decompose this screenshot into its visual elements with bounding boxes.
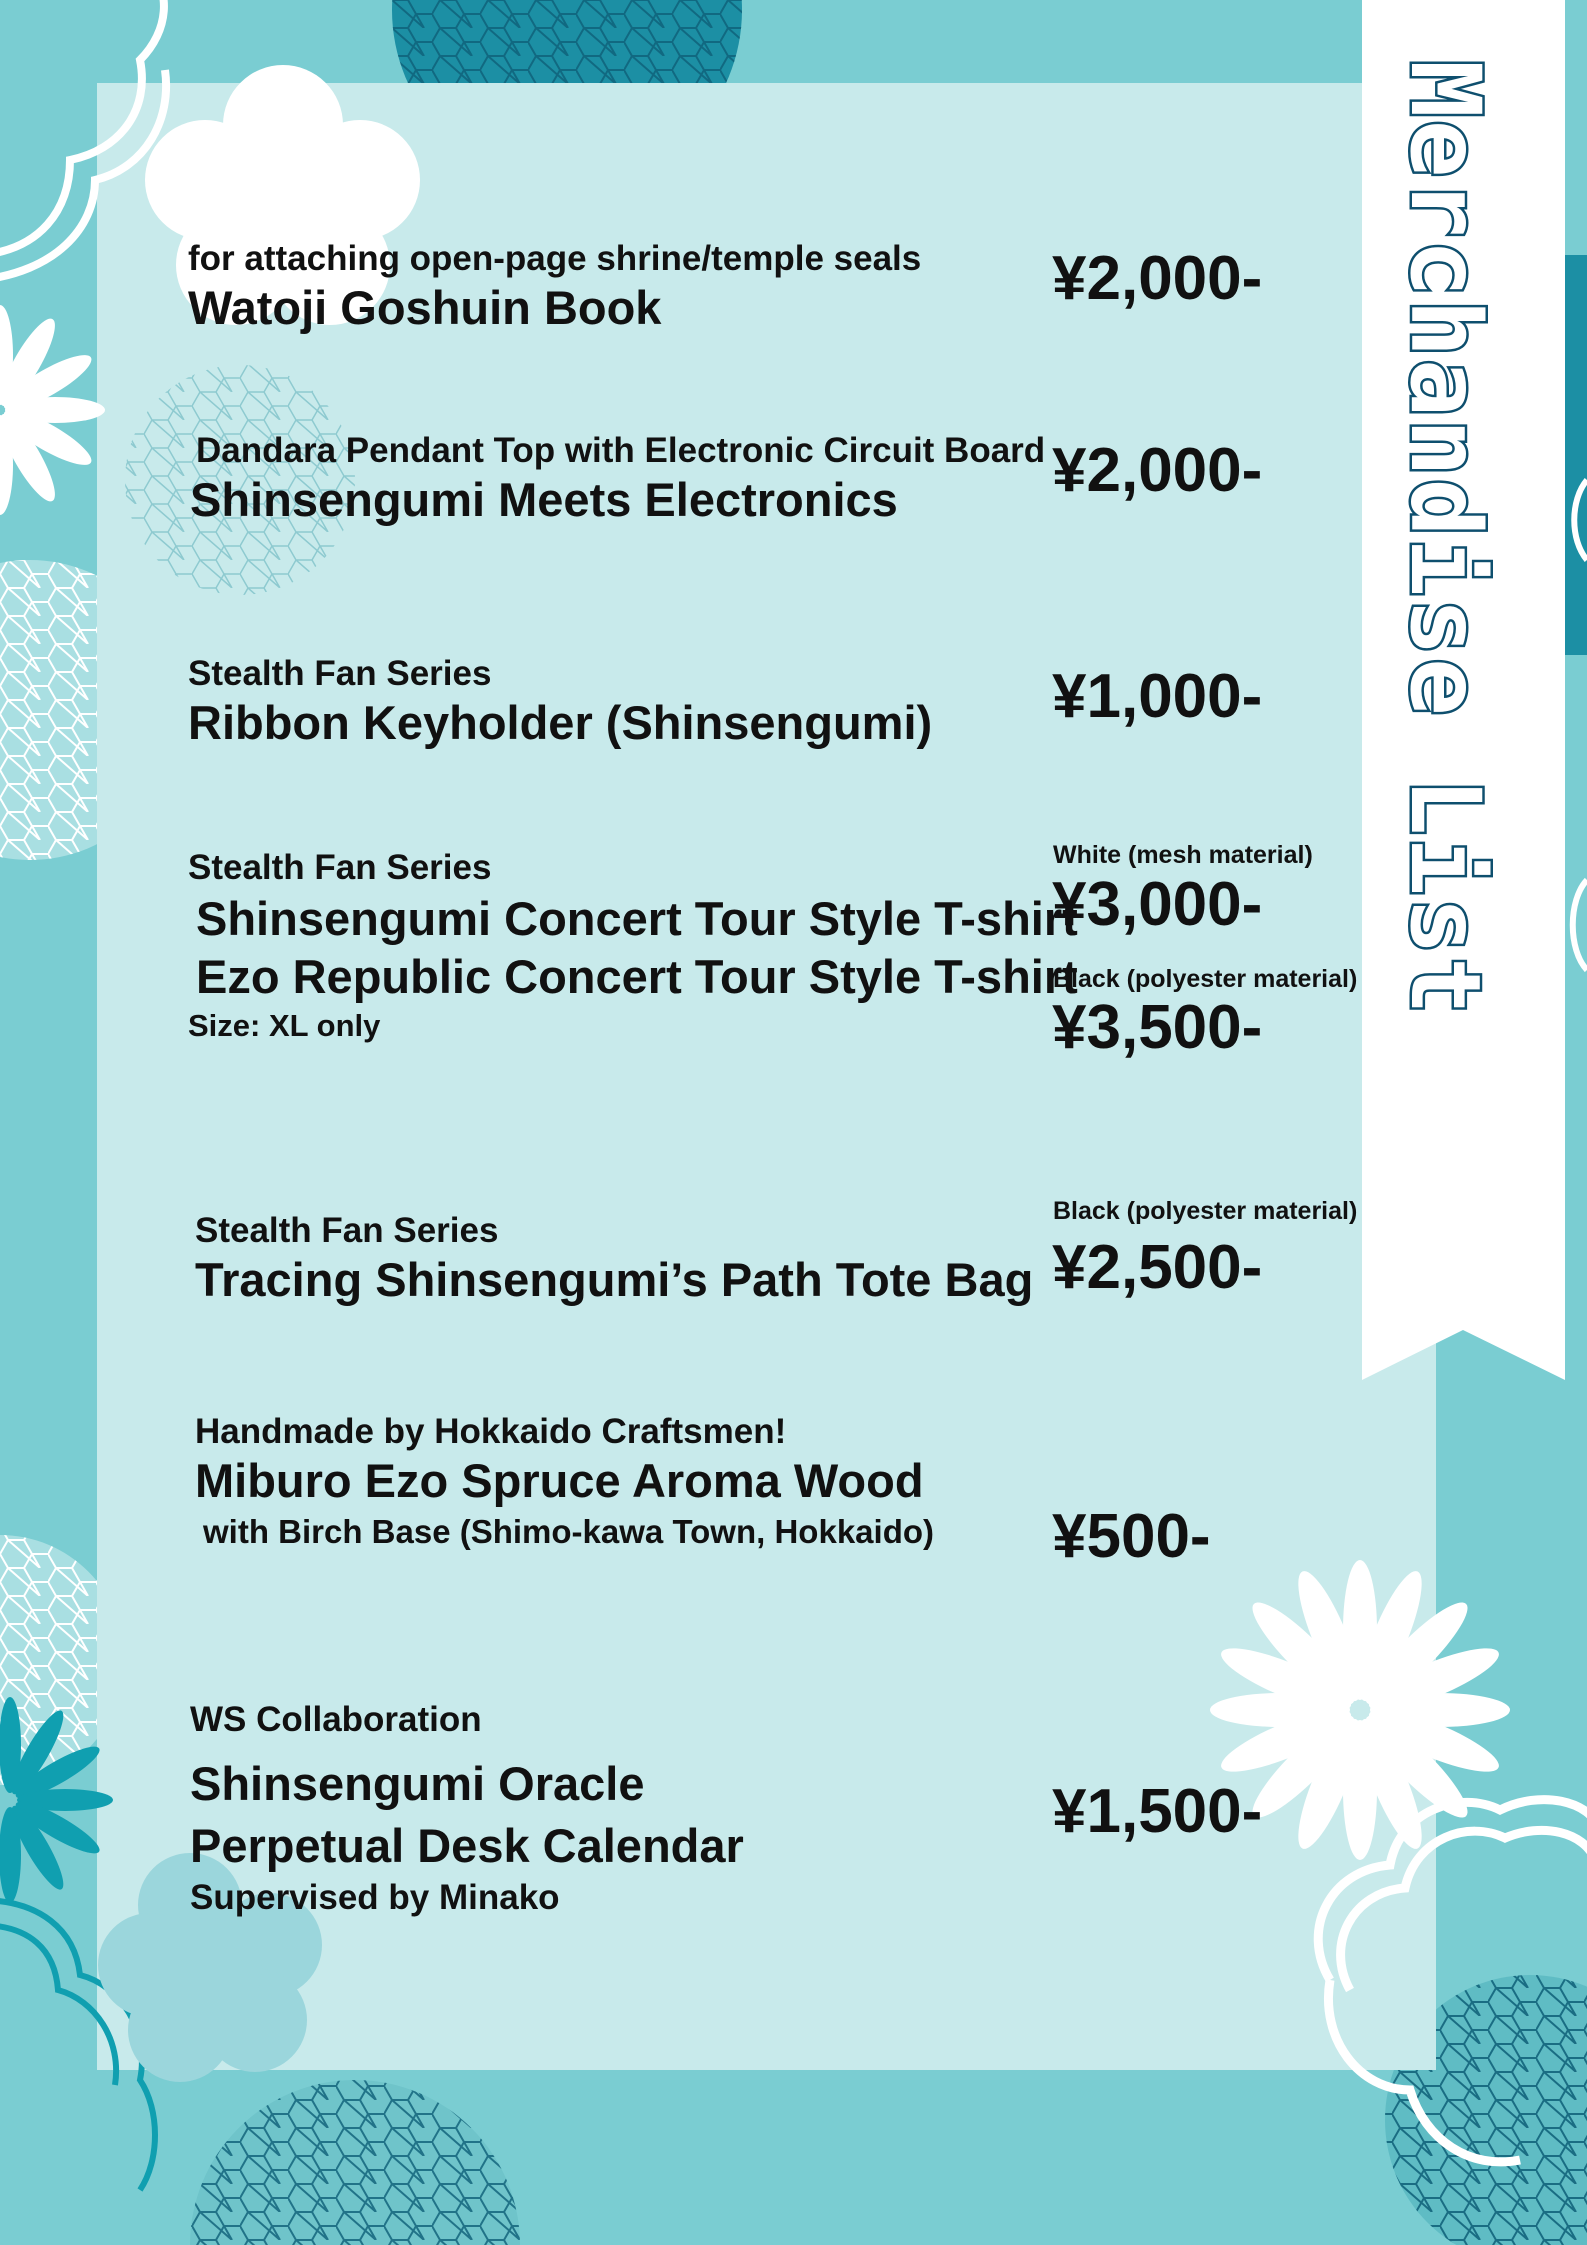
item-name-line-2: Ezo Republic Concert Tour Style T-shirt [196,950,1078,1003]
item-subtitle: Stealth Fan Series [195,1211,499,1250]
item-base-note: with Birch Base (Shimo-kawa Town, Hokkaido) [203,1513,934,1550]
item-tote-bag [195,1210,1033,1308]
item-price: ¥1,000- [1052,662,1263,731]
item-size-note: Size: XL only [188,1008,381,1043]
item-price: ¥2,000- [1052,244,1263,313]
item-subtitle: for attaching open-page shrine/temple seals [188,239,922,278]
item-name: Shinsengumi Meets Electronics [190,473,898,526]
item-name-line-1: Shinsengumi Oracle [190,1757,645,1810]
item-price: ¥2,000- [1052,436,1263,505]
item-name: Miburo Ezo Spruce Aroma Wood [195,1454,924,1507]
item-price: ¥500- [1052,1502,1211,1571]
item-price: ¥1,500- [1052,1777,1263,1846]
item-subtitle: Stealth Fan Series [188,654,492,693]
item-subtitle: Dandara Pendant Top with Electronic Circuit Board [196,431,1046,470]
item-name-line-2: Perpetual Desk Calendar [190,1819,744,1872]
item-price-black: ¥3,500- [1052,993,1263,1062]
page-title: Merchandise List [1389,60,1501,1017]
price-label-black: Black (polyester material) [1053,965,1358,993]
item-price-white: ¥3,000- [1052,870,1263,939]
chrysanthemum-white-left [0,305,105,515]
item-price: ¥2,500- [1052,1233,1263,1302]
item-ribbon-keyholder [188,653,932,751]
item-oracle-calendar [190,1699,744,1919]
price-label-white: White (mesh material) [1053,841,1313,869]
item-name: Ribbon Keyholder (Shinsengumi) [188,696,933,749]
item-subtitle: WS Collaboration [190,1700,482,1739]
price-label-black: Black (polyester material) [1053,1197,1358,1225]
item-concert-tshirts [188,847,1078,1045]
item-name: Watoji Goshuin Book [188,281,662,334]
item-aroma-wood [195,1411,934,1551]
item-goshuin-book [188,238,921,336]
item-subtitle: Stealth Fan Series [188,848,492,887]
item-subtitle: Handmade by Hokkaido Craftsmen! [195,1412,787,1451]
item-name-line-1: Shinsengumi Concert Tour Style T-shirt [196,892,1078,945]
item-electronics-pendant [190,430,1045,528]
item-name: Tracing Shinsengumi’s Path Tote Bag [195,1253,1034,1306]
item-supervisor-note: Supervised by Minako [190,1878,560,1917]
